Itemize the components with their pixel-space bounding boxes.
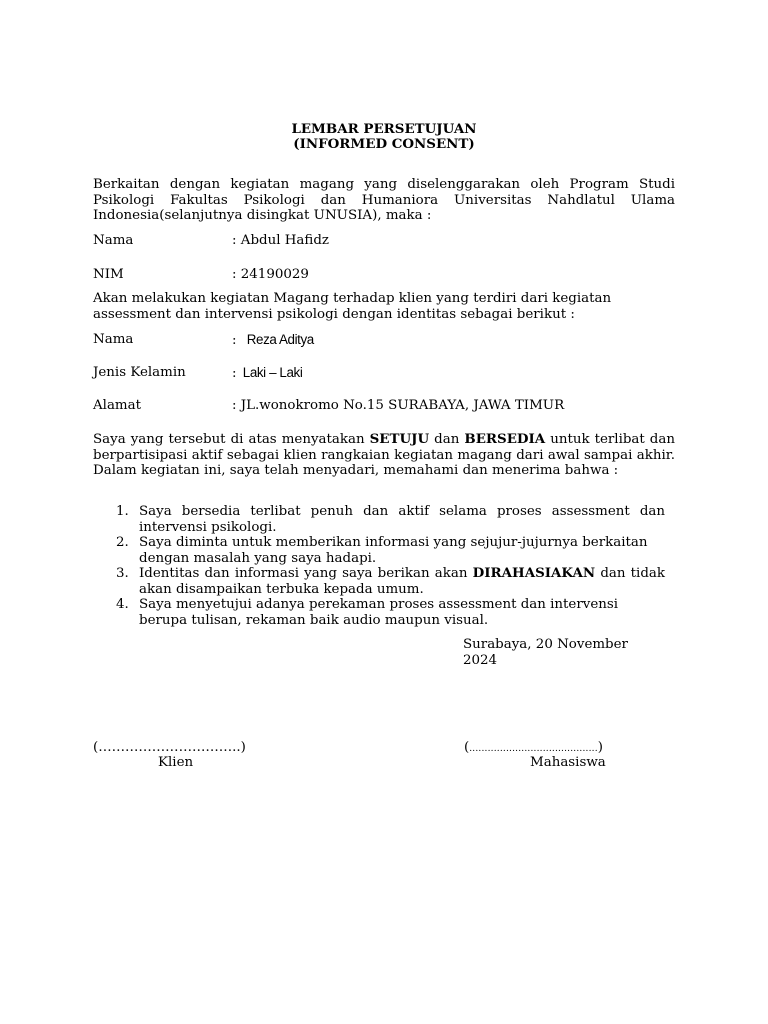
client-name-value-wrap — [232, 332, 314, 349]
statement-part3: untuk terlibat dan berpartisipasi aktif sebagai klien rangkaian kegiatan magang dari awal sampai akhir. Dalam kegiatan ini, saya telah menyadari, memahami dan menerima bahwa : — [93, 432, 675, 478]
list-item-number: 2. — [116, 535, 129, 550]
client-name-value: Reza Aditya — [246, 332, 314, 347]
activity-paragraph: Akan melakukan kegiatan Magang terhadap klien yang terdiri dari kegiatan assessment dan intervensi psikologi dengan identitas sebagai berikut : — [93, 291, 612, 322]
client-address-label: Alamat — [93, 398, 141, 413]
place-date-line2: 2024 — [463, 653, 498, 668]
client-name-colon: : — [232, 333, 237, 348]
statement-willing: BERSEDIA — [464, 431, 546, 447]
list-item — [93, 504, 665, 535]
client-gender-colon: : — [232, 366, 237, 381]
statement-part2: dan — [429, 432, 465, 447]
list-item-text-after: dan tidak akan disampaikan terbuka kepada umum. — [139, 566, 666, 597]
place-date — [463, 637, 663, 669]
list-item-number: 4. — [116, 597, 129, 612]
client-gender-label: Jenis Kelamin — [93, 365, 186, 380]
list-item-number: 1. — [116, 504, 129, 519]
list-item — [93, 535, 665, 566]
list-item-text-before: Identitas dan informasi yang saya berikan akan — [139, 566, 473, 581]
agreement-list — [93, 504, 665, 628]
statement-paragraph — [93, 432, 675, 479]
statement-part1: Saya yang tersebut di atas menyatakan — [93, 432, 370, 447]
student-nim-label: NIM — [93, 267, 124, 282]
document-title: LEMBAR PERSETUJUAN — [291, 121, 477, 137]
list-item-confidential: DIRAHASIAKAN — [472, 565, 596, 581]
client-signature-line: (…………………………..) — [93, 740, 246, 755]
list-item-text: Saya menyetujui adanya perekaman proses assessment dan intervensi berupa tulisan, rekaman baik audio maupun visual. — [139, 597, 619, 628]
student-signature-close: ) — [597, 740, 604, 755]
list-item — [93, 566, 665, 597]
student-nim-value: : 24190029 — [232, 267, 309, 282]
intro-paragraph: Berkaitan dengan kegiatan magang yang diselenggarakan oleh Program Studi Psikologi Fakultas Psikologi dan Humaniora Universitas Nahdlatul Ulama Indonesia(selanjutnya disingkat UNUSIA), maka : — [93, 177, 675, 223]
place-date-line1: Surabaya, 20 November — [463, 637, 628, 652]
client-address-value: : JL.wonokromo No.15 SURABAYA, JAWA TIMUR — [232, 398, 565, 413]
student-signature-label: Mahasiswa — [530, 755, 606, 770]
student-signature-open: ( — [464, 740, 470, 755]
document-subtitle: (INFORMED CONSENT) — [293, 136, 475, 152]
student-signature-dots: .......................................... — [469, 744, 598, 754]
client-gender-value: Laki – Laki — [242, 365, 303, 380]
statement-agree: SETUJU — [369, 431, 430, 447]
client-name-label: Nama — [93, 332, 134, 347]
list-item — [93, 597, 665, 628]
client-gender-value-wrap — [232, 365, 302, 382]
list-item-text: Saya bersedia terlibat penuh dan aktif selama proses assessment dan intervensi psikologi. — [139, 504, 665, 535]
student-name-label: Nama — [93, 233, 134, 248]
client-signature-label: Klien — [158, 755, 194, 770]
student-name-value: : Abdul Hafidz — [232, 233, 329, 248]
list-item-text: Saya diminta untuk memberikan informasi yang sejujur-jujurnya berkaitan dengan masalah yang saya hadapi. — [139, 535, 648, 566]
list-item-number: 3. — [116, 566, 129, 581]
